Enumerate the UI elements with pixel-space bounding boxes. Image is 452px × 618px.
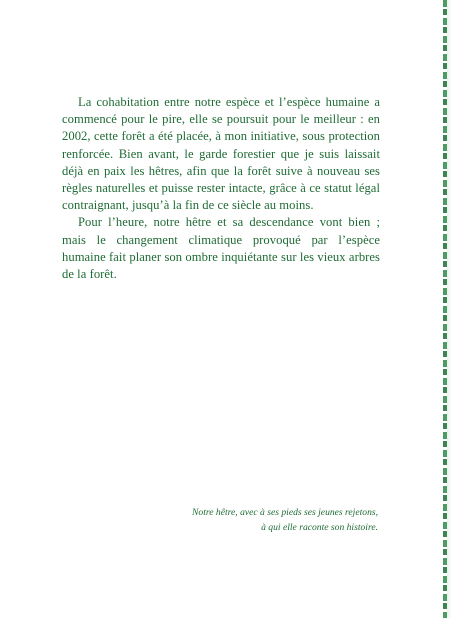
paragraph-2: Pour l’heure, notre hêtre et sa descendance vont bien ; mais le changement climatique provoqué par l’espèce humaine fait planer son ombre inquiétante sur les vieux arbres de la forêt. (62, 215, 380, 282)
caption-line-1: Notre hêtre, avec à ses pieds ses jeunes rejetons, (192, 507, 378, 518)
main-text-block (62, 94, 380, 283)
image-caption (118, 506, 378, 536)
caption-line-2: à qui elle raconte son histoire. (261, 521, 378, 533)
paragraph-1: La cohabitation entre notre espèce et l’espèce humaine a commencé pour le pire, elle se poursuit pour le meilleur : en 2002, cette forêt a été placée, à mon initiative, sous protection renforcée. Bien avant, le garde forestier que je suis laissait déjà en paix les hêtres, afin que la forêt suive à nouveau ses règles naturelles et puisse rester intacte, grâce à ce statut légal contraignant, jusqu’à la fin de ce siècle au moins. (62, 95, 380, 213)
page-edge-shadow (447, 0, 452, 618)
adjacent-page-edge (443, 0, 447, 618)
